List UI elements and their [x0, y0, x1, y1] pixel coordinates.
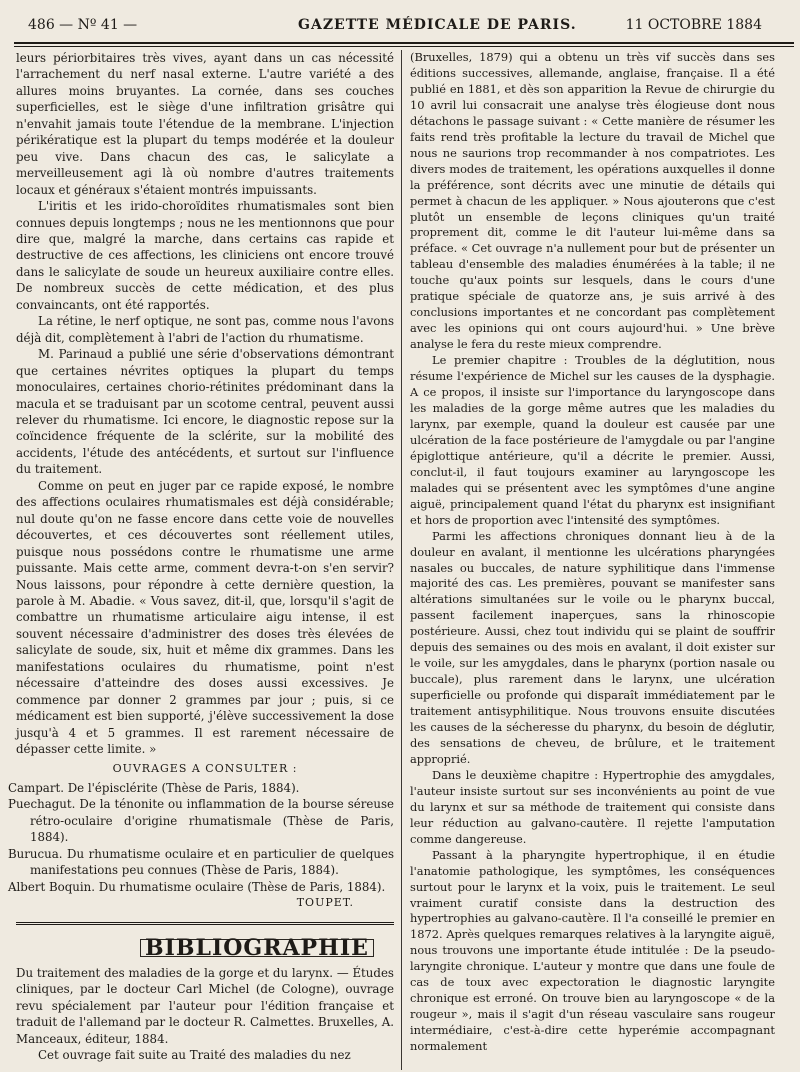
- bibliography-title: BIBLIOGRAPHIE: [140, 939, 374, 957]
- page-header: [14, 16, 790, 38]
- works-heading: OUVRAGES A CONSULTER :: [112, 762, 298, 776]
- paragraph: (Bruxelles, 1879) qui a obtenu un très vif succès dans ses éditions successives, allemande, anglaise, française. Il a été publié en 1881, et dès son apparition la Revue de chirurgie du 10 avril lui consacrait une analyse très élogieuse dont nous détachons le passage suivant : « Cette manière de résumer les faits rend très profitable la lecture du travail de Michel que nous ne saurions trop recommander à nos compatriotes. Les divers modes de traitement, les opérations auxquelles il donne la préférence, sont décrits avec une minutie de détails qui permet à chacun de les appliquer. » Nous ajouterons que c'est plutôt un ensemble de leçons cliniques qu'un traité proprement dit, comme le dit l'auteur lui-même dans sa préface. « Cet ouvrage n'a nullement pour but de présenter un tableau d'ensemble des maladies énumérées à la table; il ne touche qu'aux points sur lesquels, dans le cours d'une pratique spéciale de quatorze ans, je suis arrivé à des conclusions importantes et ne concordant pas complètement avec les opinions qui ont cours aujourd'hui. » Une brève analyse le fera du reste mieux comprendre.: [410, 50, 775, 352]
- journal-title: GAZETTE MÉDICALE DE PARIS.: [298, 17, 577, 33]
- paragraph: Comme on peut en juger par ce rapide exposé, le nombre des affections oculaires rhumatismales est déjà considérable; nul doute qu'on ne fasse encore dans cette voie de nouvelles découvertes, et ces découvertes sont réellement utiles, puisque nous possédons contre le rhumatisme une arme puissante. Mais cette arme, comment devra-t-on s'en servir? Nous laissons, pour répondre à cette dernière question, la parole à M. Abadie. « Vous savez, dit-il, que, lorsqu'il s'agit de combattre un rhumatisme articulaire aigu intense, il est souvent nécessaire d'administrer des doses très élevées de salicylate de soude, six, huit et même dix grammes. Dans les manifestations oculaires du rhumatisme, point n'est nécessaire d'atteindre des doses aussi excessives. Je commence par donner 2 grammes par jour ; puis, si ce médicament est bien supporté, j'élève successivement la dose jusqu'à 4 et 5 grammes. Il est rarement nécessaire de dépasser cette limite. »: [16, 478, 394, 757]
- header-rule: [14, 42, 794, 47]
- paragraph: Parmi les affections chroniques donnant lieu à de la douleur en avalant, il mentionne les ulcérations pharyngées nasales ou buccales, de nature syphilitique dans l'immense majorité des cas. Les premières, pouvant se manifester sans altérations simultanées sur le voile ou le pharynx buccal, passent facilement inaperçues, sans la rhinoscopie postérieure. Aussi, chez tout individu qui se plaint de souffrir depuis des semaines ou des mois en avalant, il doit exister sur le voile, sur les amygdales, dans le pharynx (portion nasale ou buccale), plus rarement dans le larynx, une ulcération superficielle ou profonde qui disparaît immédiatement par le traitement antisyphilitique. Nous trouvons ensuite discutées les causes de la sécheresse du pharynx, du besoin de déglutir, des sensations de cheveu, de brûlure, et le traitement approprié.: [410, 528, 775, 766]
- column-divider: [401, 50, 402, 1070]
- paragraph: Dans le deuxième chapitre : Hypertrophie des amygdales, l'auteur insiste surtout sur ses inconvénients au point de vue du larynx et sur sa méthode de traitement qui consiste dans leur réduction au galvano-cautère. Il rejette l'amputation comme dangereuse.: [410, 767, 775, 846]
- paragraph: La rétine, le nerf optique, ne sont pas, comme nous l'avons déjà dit, complètement à l'abri de l'action du rhumatisme.: [16, 314, 394, 345]
- paragraph: leurs périorbitaires très vives, ayant dans un cas nécessité l'arrachement du nerf nasal externe. L'autre variété a des allures moins bruyantes. La cornée, dans ses couches superficielles, est le siège d'une infiltration grisâtre qui n'envahit jamais toute l'étendue de la membrane. L'injection périkératique est la plupart du temps modérée et la douleur peu vive. Dans chacun des cas, le salicylate a merveilleusement agi là où nombre d'autres traitements locaux et généraux s'étaient montrés impuissants.: [16, 51, 394, 197]
- reference-item: Puechagut. De la ténonite ou inflammation de la bourse séreuse rétro-oculaire d'origine rhumatismale (Thèse de Paris, 1884).: [8, 797, 394, 845]
- page-number: 486 — Nº 41 —: [28, 17, 138, 33]
- right-column: [410, 50, 775, 1055]
- paragraph: Passant à la pharyngite hypertrophique, il en étudie l'anatomie pathologique, les symptômes, les conséquences surtout pour le larynx et la voix, puis le traitement. Le seul vraiment curatif consiste dans la destruction des hypertrophies au galvano-cautère. Il l'a conseillé le premier en 1872. Après quelques remarques relatives à la laryngite aiguë, nous trouvons une importante étude intitulée : De la pseudo-laryngite chronique. L'auteur y montre que dans une foule de cas de toux avec expectoration le diagnostic laryngite chronique est erroné. On trouve bien au laryngoscope « de la rougeur », mais il s'agit d'un réseau vasculaire sans rougeur intermédiaire, c'est-à-dire cette hyperémie accompagnant normalement: [410, 847, 775, 1054]
- paragraph: L'iritis et les irido-choroïdites rhumatismales sont bien connues depuis longtemps ; nous ne les mentionnons que pour dire que, malgré la marche, dans certains cas rapide et destructive de ces affections, les cliniciens ont encore trouvé dans le salicylate de soude un heureux auxiliaire contre elles. De nombreux succès de cette médication, et des plus convaincants, ont été rapportés.: [16, 199, 394, 312]
- bibliography-entry: Du traitement des maladies de la gorge et du larynx. — Études cliniques, par le docteur Carl Michel (de Cologne), ouvrage revu spécialement par l'auteur pour l'édition française et traduit de l'allemand par le docteur R. Calmettes. Bruxelles, A. Manceaux, éditeur, 1884.: [16, 966, 394, 1046]
- author-signature: TOUPET.: [296, 896, 354, 910]
- paragraph: Cet ouvrage fait suite au Traité des maladies du nez: [38, 1048, 351, 1063]
- paragraph: Le premier chapitre : Troubles de la déglutition, nous résume l'expérience de Michel sur les causes de la dysphagie. A ce propos, il insiste sur l'importance du laryngoscope dans les maladies de la gorge même autres que les maladies du larynx, par exemple, quand la douleur est causée par une ulcération de la face postérieure de l'amygdale ou par l'angine épiglottique antérieure, qu'il a décrite le premier. Aussi, conclut-il, il faut toujours examiner au laryngoscope les malades qui se présentent avec les symptômes d'une angine aiguë, principalement quand l'état du pharynx est insignifiant et hors de proportion avec l'intensité des symptômes.: [410, 353, 775, 527]
- section-rule: [16, 922, 394, 925]
- issue-date: 11 OCTOBRE 1884: [625, 17, 762, 33]
- reference-item: Albert Boquin. Du rhumatisme oculaire (Thèse de Paris, 1884).: [8, 879, 386, 894]
- reference-item: Burucua. Du rhumatisme oculaire et en particulier de quelques manifestations peu connues (Thèse de Paris, 1884).: [8, 846, 394, 878]
- reference-item: Campart. De l'épisclérite (Thèse de Paris, 1884).: [8, 780, 300, 795]
- paragraph: M. Parinaud a publié une série d'observations démontrant que certaines névrites optiques la plupart du temps monoculaires, certaines chorio-rétinites prédominant dans la macula et se traduisant par un scotome central, peuvent aussi relever du rhumatisme. Ici encore, le diagnostic repose sur la coïncidence fréquente de la sclérite, sur la mobilité des accidents, l'étude des antécédents, et surtout sur l'influence du traitement.: [16, 347, 394, 477]
- left-column: [8, 50, 394, 1064]
